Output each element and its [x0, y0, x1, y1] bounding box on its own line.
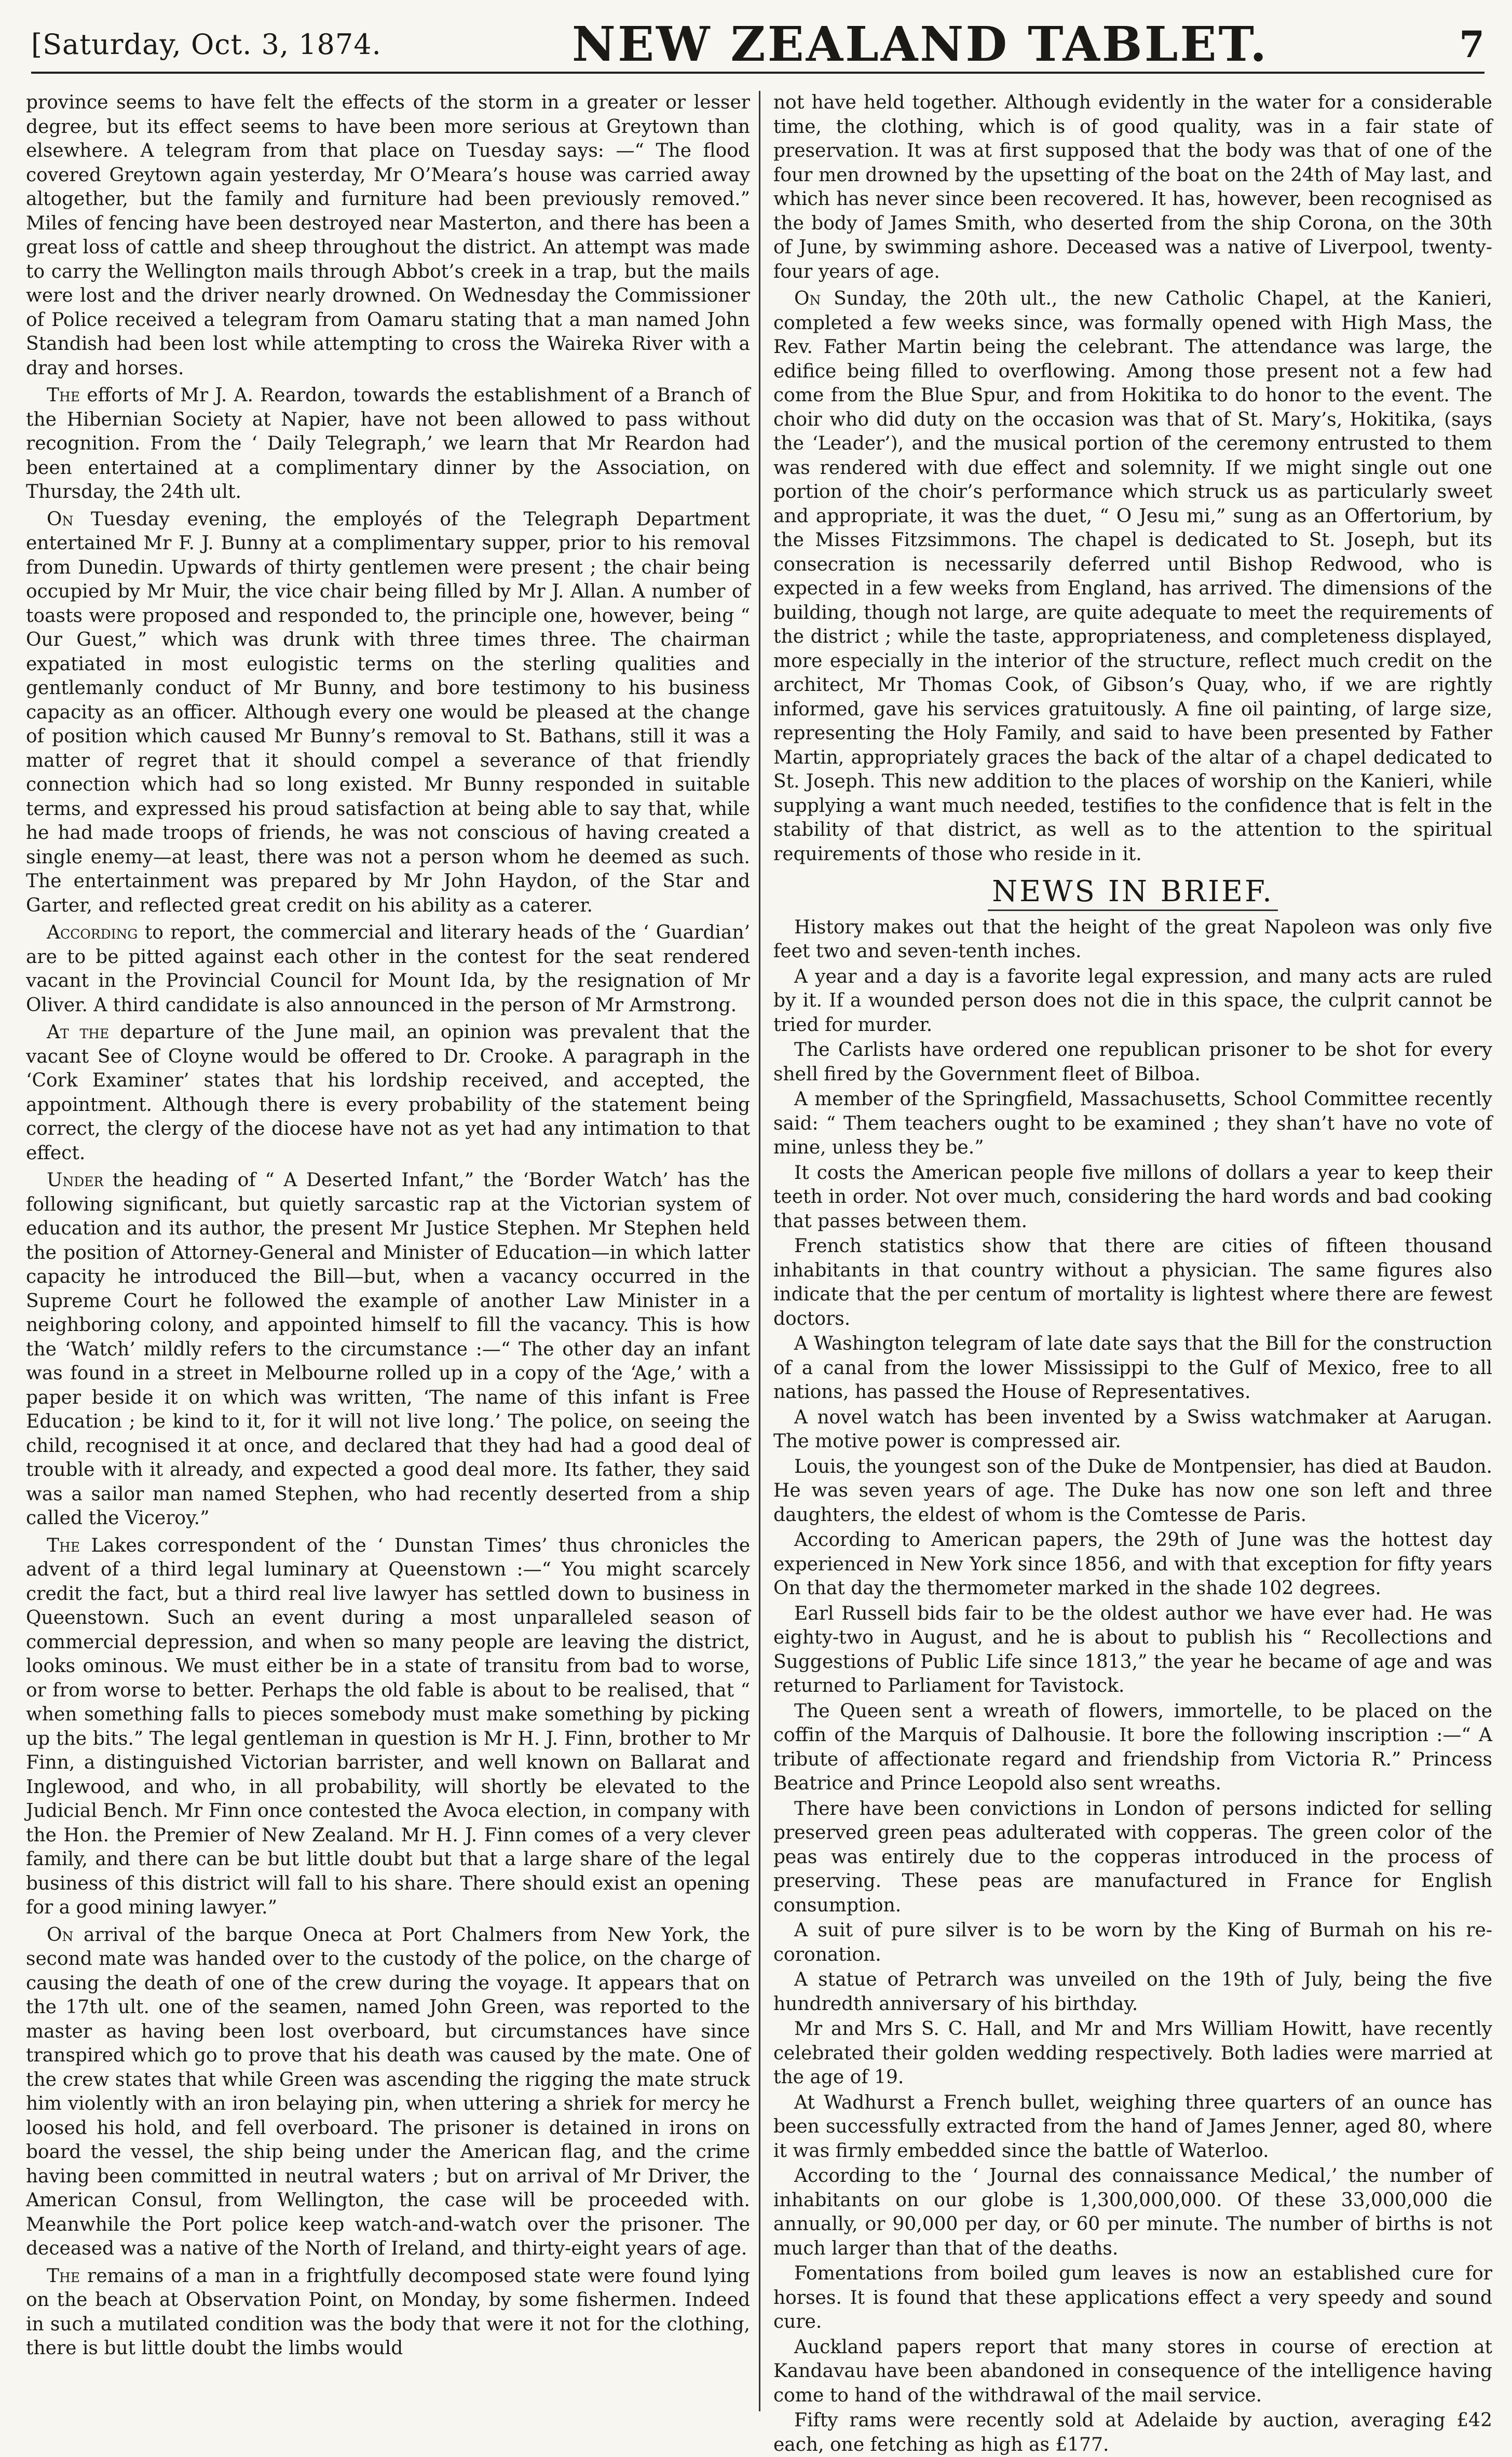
news-brief-item: The Queen sent a wreath of flowers, immortelle, to be placed on the coffin of the Marquis of Dalhousie. It bore the following inscription :—“ A tribute of affectionate regard and friendship from Victoria R.” Princess Beatrice and Prince Leopold also sent wreaths. [773, 1700, 1492, 1796]
news-brief-item: Earl Russell bids fair to be the oldest author we have ever had. He was eighty-two in August, and he is about to publish his “ Recollections and Suggestions of Public Life since 1813,” the year he became of age and was returned to Parliament for Tavistock. [773, 1602, 1492, 1699]
news-brief-item: A Washington telegram of late date says that the Bill for the construction of a canal from the lower Mississippi to the Gulf of Mexico, free to all nations, has passed the House of Representatives. [773, 1332, 1492, 1405]
paragraph-text: the heading of “ A Deserted Infant,” the ‘Border Watch’ has the following significant, but quietly sarcastic rap at the Victorian system of education and its author, the present Mr Justice Stephen. Mr Stephen held the position of Attorney-General and Minister of Education—in which latter capacity he introduced the Bill—but, when a vacancy occurred in the Supreme Court he followed the example of another Law Minister in a neighboring colony, and appointed himself to fill the vacancy. This is how the ‘Watch’ mildly refers to the circumstance :—“ The other day an infant was found in a street in Melbourne rolled up in a copy of the ‘Age,’ with a paper beside it on which was written, ‘The name of this infant is Free Education ; be kind to it, for it will not live long.’ The police, on seeing the child, recognised it at once, and declared that they had had a good deal of trouble with it already, and expected a good deal more. Its father, they said was a sailor man named Stephen, who had recently deserted from a ship called the Viceroy.” [26, 1170, 750, 1529]
paragraph-lead-word: According [47, 922, 138, 943]
paragraph-lead-word: At the [47, 1022, 109, 1043]
paragraph-text: to report, the commercial and literary heads of the ‘ Guardian’ are to be pitted against each other in the contest for the seat rendered vacant in the Provincial Council for Mount Ida, by the resignation of Mr Oliver. A third candidate is also announced in the person of Mr Armstrong. [26, 922, 750, 1016]
issue-date: [Saturday, Oct. 3, 1874. [31, 28, 382, 61]
news-brief-item: A member of the Springfield, Massachusetts, School Committee recently said: “ Them teachers ought to be examined ; they shan’t have no vote of mine, unless they be.” [773, 1088, 1492, 1160]
paragraph-lead-word: On [47, 509, 73, 530]
news-brief-item: It costs the American people five millons of dollars a year to keep their teeth in order. Not over much, considering the hard words and bad cooking that passes between them. [773, 1161, 1492, 1234]
news-brief-item: At Wadhurst a French bullet, weighing three quarters of an ounce has been successfully extracted from the hand of James Jenner, aged 80, where it was firmly embedded since the battle of Waterloo. [773, 2091, 1492, 2164]
news-brief-item: A suit of pure silver is to be worn by the King of Burmah on his re-coronation. [773, 1919, 1492, 1967]
article-paragraph [26, 921, 750, 1017]
article-paragraph [26, 1923, 750, 2261]
paragraph-text: Sunday, the 20th ult., the new Catholic Chapel, at the Kanieri, completed a few weeks since, was formally opened with High Mass, the Rev. Father Martin being the celebrant. The attendance was large, the edifice being filled to overflowing. Among those present not a few had come from the Blue Spur, and from Hokitika to do honor to the event. The choir who did duty on the occasion was that of St. Mary’s, Hokitika, (says the ‘Leader’), and the musical portion of the ceremony entrusted to them was rendered with due effect and solemnity. If we might single out one portion of the choir’s performance which struck us as particularly sweet and appropriate, it was the duet, “ O Jesu mi,” sung as an Offertorium, by the Misses Fitzsimmons. The chapel is dedicated to St. Joseph, but its consecration is necessarily deferred until Bishop Redwood, who is expected in a few weeks from England, has arrived. The dimensions of the building, though not large, are quite adequate to meet the requirements of the district ; while the taste, appropriateness, and completeness displayed, more especially in the interior of the structure, reflect much credit on the architect, Mr Thomas Cook, of Gibson’s Quay, who, if we are rightly informed, gave his services gratuitously. A fine oil painting, of large size, representing the Holy Family, and said to have been presented by Father Martin, appropriately graces the back of the altar of a chapel dedicated to St. Joseph. This new addition to the places of worship on the Kanieri, while supplying a want much needed, testifies to the confidence that is felt in the stability of that district, as well as to the attention to the spiritual requirements of those who reside in it. [773, 288, 1492, 865]
news-brief-item: Fomentations from boiled gum leaves is now an established cure for horses. It is found that these applications effect a very speedy and sound cure. [773, 2262, 1492, 2334]
newspaper-title: NEW ZEALAND TABLET. [572, 16, 1269, 72]
news-brief-item: Louis, the youngest son of the Duke de Montpensier, has died at Baudon. He was seven years of age. The Duke has now one son left and three daughters, the eldest of whom is the Comtesse de Paris. [773, 1455, 1492, 1528]
article-paragraph [26, 1021, 750, 1165]
paragraph-text: remains of a man in a frightfully decomposed state were found lying on the beach at Observation Point, on Monday, by some fishermen. Indeed in such a mutilated condition was the body that were it not for the clothing, there is but little doubt the limbs would [26, 2265, 750, 2359]
news-in-brief-heading-text: NEWS IN BRIEF. [988, 875, 1278, 911]
news-brief-item: According to American papers, the 29th of June was the hottest day experienced in New York since 1856, and with that exception for fifty years On that day the thermometer marked in the shade 102 degrees. [773, 1528, 1492, 1601]
paragraph-lead-word: The [47, 1535, 80, 1556]
paragraph-text: efforts of Mr J. A. Reardon, towards the establishment of a Branch of the Hibernian Society at Napier, have not been allowed to pass without recognition. From the ‘ Daily Telegraph,’ we learn that Mr Reardon had been entertained at a complimentary dinner by the Association, on Thursday, the 24th ult. [26, 385, 750, 503]
paragraph-text: arrival of the barque Oneca at Port Chalmers from New York, the second mate was handed over to the custody of the police, on the charge of causing the death of one of the crew during the voyage. It appears that on the 17th ult. one of the seamen, named John Green, was reported to the master as having been lost overboard, but circumstances have since transpired which go to prove that his death was caused by the mate. One of the crew states that while Green was ascending the rigging the mate struck him violently with an iron belaying pin, when uttering a shriek for mercy he loosed his hold, and fell overboard. The prisoner is detained in irons on board the vessel, the ship being under the American flag, and the crime having been committed in neutral waters ; but on arrival of Mr Driver, the American Consul, from Wellington, the case will be proceeded with. Meanwhile the Port police keep watch-and-watch over the prisoner. The deceased was a native of the North of Ireland, and thirty-eight years of age. [26, 1924, 750, 2260]
news-brief-item: History makes out that the height of the great Napoleon was only five feet two and seven-tenth inches. [773, 916, 1492, 964]
paragraph-lead-word: The [47, 385, 80, 406]
article-paragraph [26, 2264, 750, 2361]
news-brief-item: Mr and Mrs S. C. Hall, and Mr and Mrs William Howitt, have recently celebrated their golden wedding respectively. Both ladies were married at the age of 19. [773, 2017, 1492, 2090]
news-brief-item: According to the ‘ Journal des connaissance Medical,’ the number of inhabitants on our globe is 1,300,000,000. Of these 33,000,000 die annually, or 90,000 per day, or 60 per minute. The number of births is not much larger than that of the deaths. [773, 2164, 1492, 2261]
paragraph-text: not have held together. Although evidently in the water for a considerable time, the clothing, which is of good quality, was in a fair state of preservation. It was at first supposed that the body was that of one of the four men drowned by the upsetting of the boat on the 24th of May last, and which has never since been recovered. It has, however, been recognised as the body of James Smith, who deserted from the ship Corona, on the 30th of June, by swimming ashore. Deceased was a native of Liverpool, twenty-four years of age. [773, 92, 1492, 282]
news-brief-item: Fifty rams were recently sold at Adelaide by auction, averaging £42 each, one fetching as high as £177. [773, 2409, 1492, 2457]
page-number: 7 [1459, 23, 1484, 66]
news-brief-item: There have been convictions in London of persons indicted for selling preserved green peas adulterated with copperas. The green color of the peas was entirely due to the copperas introduced in the process of preserving. These peas are manufactured in France for English consumption. [773, 1797, 1492, 1918]
news-brief-item: A novel watch has been invented by a Swiss watchmaker at Aarugan. The motive power is compressed air. [773, 1406, 1492, 1454]
article-paragraph [26, 1534, 750, 1920]
article-paragraph [26, 508, 750, 918]
left-column [26, 91, 750, 2411]
paragraph-text: Lakes correspondent of the ‘ Dunstan Times’ thus chronicles the advent of a third legal luminary at Queenstown :—“ You might scarcely credit the fact, but a third real live lawyer has settled down to business in Queenstown. Such an event during a most unparalleled season of commercial depression, and when so many people are leaving the district, looks ominous. We must either be in a state of transitu from bad to worse, or from worse to better. Perhaps the old fable is about to be realised, that “ when something falls to pieces somebody must make something by picking up the bits.” The legal gentleman in question is Mr H. J. Finn, brother to Mr Finn, a distinguished Victorian barrister, and well known on Ballarat and Inglewood, and who, in all probability, will shortly be elevated to the Judicial Bench. Mr Finn once contested the Avoca election, in company with the Hon. the Premier of New Zealand. Mr H. J. Finn comes of a very clever family, and there can be but little doubt but that a large share of the legal business of this district will fall to his share. There should exist an opening for a good mining lawyer.” [26, 1535, 750, 1919]
article-paragraph [26, 384, 750, 505]
news-brief-item: The Carlists have ordered one republican prisoner to be shot for every shell fired by the Government fleet of Bilboa. [773, 1038, 1492, 1087]
masthead [31, 17, 1484, 74]
paragraph-text: province seems to have felt the effects of the storm in a greater or lesser degree, but its effect seems to have been more serious at Greytown than elsewhere. A telegram from that place on Tuesday says: —“ The flood covered Greytown again yesterday, Mr O’Meara’s house was carried away altogether, but the family and furniture had been previously removed.” Miles of fencing have been destroyed near Masterton, and there has been a great loss of cattle and sheep throughout the district. An attempt was made to carry the Wellington mails through Abbot’s creek in a trap, but the mails were lost and the driver nearly drowned. On Wednesday the Commissioner of Police received a telegram from Oamaru stating that a man named John Standish had been lost while attempting to cross the Waireka River with a dray and horses. [26, 92, 750, 379]
news-in-brief-heading [773, 880, 1492, 904]
paragraph-text: Tuesday evening, the employés of the Telegraph Department entertained Mr F. J. Bunny at a complimentary supper, prior to his removal from Dunedin. Upwards of thirty gentlemen were present ; the chair being occupied by Mr Muir, the vice chair being filled by Mr J. Allan. A number of toasts were proposed and responded to, the principle one, however, being “ Our Guest,” which was drunk with three times three. The chairman expatiated in most eulogistic terms on the sterling qualities and gentlemanly conduct of Mr Bunny, and bore testimony to his business capacity as an officer. Although every one would be pleased at the change of position which caused Mr Bunny’s removal to St. Bathans, still it was a matter of regret that it should compel a severance of that friendly connection which had so long existed. Mr Bunny responded in suitable terms, and expressed his proud satisfaction at being able to say that, while he had made troops of friends, he was not conscious of having created a single enemy—at least, there was not a person whom he deemed as such. The entertainment was prepared by Mr John Haydon, of the Star and Garter, and reflected great credit on his ability as a caterer. [26, 509, 750, 916]
article-paragraph [773, 91, 1492, 284]
article-paragraph [773, 287, 1492, 866]
paragraph-text: departure of the June mail, an opinion was prevalent that the vacant See of Cloyne would be offered to Dr. Crooke. A paragraph in the ‘Cork Examiner’ states that his lordship received, and accepted, the appointment. Although there is every probability of the statement being correct, the clergy of the diocese have not as yet had any intimation to that effect. [26, 1022, 750, 1164]
paragraph-lead-word: Under [47, 1170, 103, 1191]
news-brief-item: A year and a day is a favorite legal expression, and many acts are ruled by it. If a wounded person does not die in this space, the culprit cannot be tried for murder. [773, 965, 1492, 1038]
news-brief-item: French statistics show that there are cities of fifteen thousand inhabitants in that country without a physician. The same figures also indicate that the per centum of mortality is lightest where there are fewest doctors. [773, 1234, 1492, 1331]
news-brief-item: Auckland papers report that many stores in course of erection at Kandavau have been abandoned in consequence of the intelligence having come to hand of the withdrawal of the mail service. [773, 2336, 1492, 2408]
article-paragraph [26, 1169, 750, 1531]
column-divider [759, 91, 760, 2411]
article-paragraph [26, 91, 750, 381]
news-in-brief-list [773, 916, 1492, 2457]
right-column [773, 91, 1492, 2411]
news-brief-item: A statue of Petrarch was unveiled on the 19th of July, being the five hundredth anniversary of his birthday. [773, 1968, 1492, 2016]
paragraph-lead-word: On [47, 1924, 73, 1946]
paragraph-lead-word: On [794, 288, 821, 309]
paragraph-lead-word: The [47, 2265, 80, 2287]
